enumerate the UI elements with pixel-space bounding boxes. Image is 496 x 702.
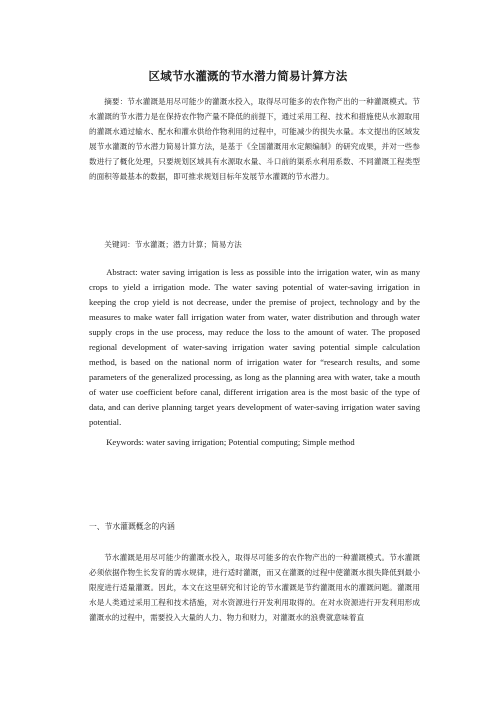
- abstract-chinese: 摘要：节水灌溉是用尽可能少的灌溉水投入，取得尽可能多的农作物产出的一种灌溉模式。节水灌溉的节水潜力是在保持农作物产量不降低的前提下，通过采用工程、技术和措施使从水源取用的灌溉水通过输水、配水和灌水供给作物利用的过程中，可能减少的损失水量。本文提出的区域发展节水灌溉的节水潜力简易计算方法，是基于《全国灌溉用水定额编制》的研究成果，并对一些参数进行了概化处理，只要规划区域具有水源取水量、斗口前的渠系水利用系数、不同灌溉工程类型的面积等最基本的数据，即可推求规划目标年发展节水灌溉的节水潜力。: [89, 97, 420, 181]
- keywords-chinese: 关键词：节水灌溉；潜力计算；简易方法: [104, 240, 242, 249]
- section-body: 节水灌溉是用尽可能少的灌溉水投入，取得尽可能多的农作物产出的一种灌溉模式。节水灌溉必须依据作物生长发育的需水规律，进行适时灌溉，而又在灌溉的过程中使灌溉水损失降低到最小限度进行适量灌溉。因此，本文在这里研究和讨论的节水灌溉是节约灌溉用水的灌溉问题。灌溉用水是人类通过采用工程和技术措施，对水资源进行开发利用取得的。在对水资源进行开发利用形成灌溉水的过程中，需要投入大量的人力、物力和财力，对灌溉水的浪费就意味着直: [89, 553, 420, 622]
- section-heading: 一、节水灌溉概念的内涵: [89, 522, 175, 531]
- abstract-english: Abstract: water saving irrigation is less as possible into the irrigation water, win as many crops to yield a irrigation mode. The water saving potential of water-saving irrigation in keeping the crop yield is not decrease, under the premise of project, technology and by the measures to make water fall irrigation water from water, water distribution and through water supply crops in the use process, may reduce the loss to the amount of water. The proposed regional development of water-saving irrigation water saving potential simple calculation method, is based on the national norm of irrigation water for “research results, and some parameters of the generalized processing, as long as the planning area with water, take a mouth of water use coefficient before canal, different irrigation area is the most basic of the type of data, and can derive planning target years development of water-saving irrigation water saving potential.: [89, 267, 420, 427]
- document-title: 区域节水灌溉的节水潜力简易计算方法: [148, 69, 348, 83]
- keywords-english: Keywords: water saving irrigation; Potential computing; Simple method: [106, 437, 355, 447]
